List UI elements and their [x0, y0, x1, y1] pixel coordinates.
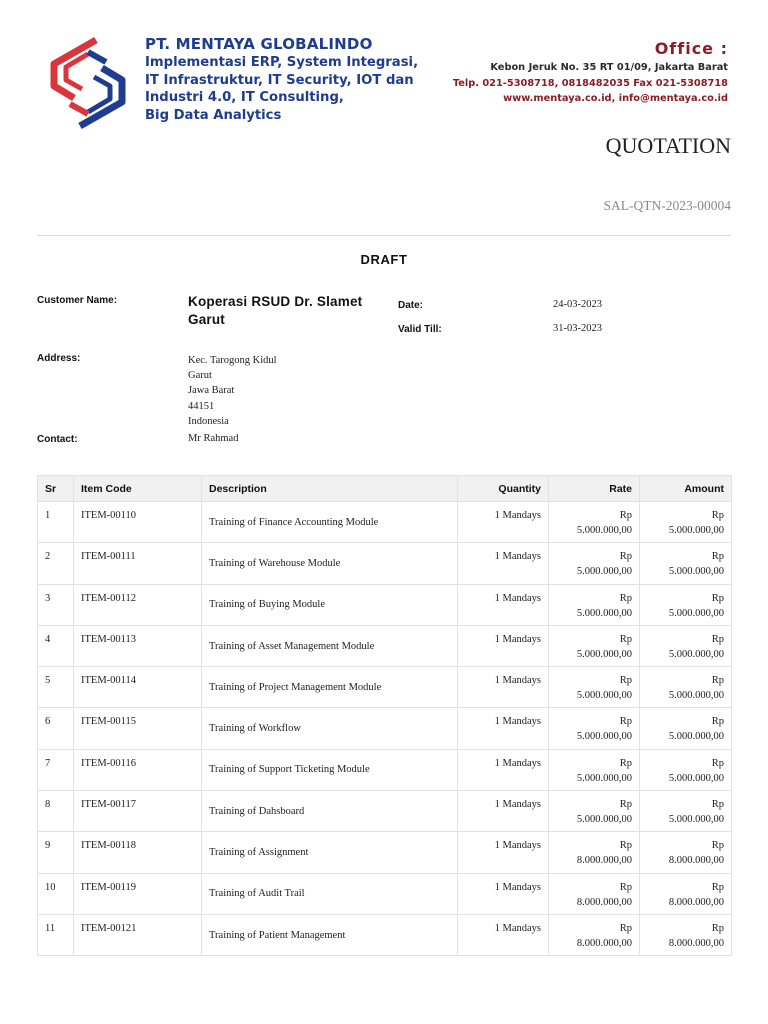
customer-name-label: Customer Name: — [37, 295, 118, 306]
row-sr: 8 — [38, 791, 74, 832]
row-description: Training of Buying Module — [202, 584, 458, 625]
amount-currency: Rp — [711, 922, 724, 934]
row-quantity: 1 Mandays — [458, 749, 549, 790]
rate-currency: Rp — [619, 592, 632, 604]
row-sr: 10 — [38, 873, 74, 914]
customer-name-line: Koperasi RSUD Dr. Slamet — [188, 294, 363, 309]
header-description: Description — [202, 476, 458, 502]
office-title: Office : — [654, 39, 728, 58]
rate-currency: Rp — [619, 551, 632, 563]
rate-value: 5.000.000,00 — [576, 731, 632, 743]
row-description: Training of Asset Management Module — [202, 625, 458, 666]
company-tagline-line: Industri 4.0, IT Consulting, — [145, 90, 344, 105]
rate-value: 5.000.000,00 — [576, 772, 632, 784]
row-amount — [640, 667, 732, 708]
amount-currency: Rp — [711, 510, 724, 521]
contact-value: Mr Rahmad — [188, 433, 239, 444]
row-item-code: ITEM-00119 — [74, 873, 202, 914]
row-description: Training of Warehouse Module — [202, 543, 458, 584]
table-row — [38, 543, 732, 584]
row-item-code: ITEM-00110 — [74, 502, 202, 543]
rate-currency: Rp — [619, 510, 632, 521]
row-item-code: ITEM-00117 — [74, 791, 202, 832]
row-quantity: 1 Mandays — [458, 708, 549, 749]
row-description: Training of Workflow — [202, 708, 458, 749]
table-header-row — [38, 476, 732, 502]
amount-value: 5.000.000,00 — [668, 772, 724, 784]
row-rate — [549, 667, 640, 708]
table-row — [38, 667, 732, 708]
address-line: 44151 — [188, 400, 215, 412]
row-quantity: 1 Mandays — [458, 625, 549, 666]
document-title: QUOTATION — [605, 133, 731, 158]
row-description: Training of Support Ticketing Module — [202, 749, 458, 790]
company-tagline-line: Implementasi ERP, System Integrasi, — [145, 55, 419, 70]
row-rate — [549, 791, 640, 832]
company-name: PT. MENTAYA GLOBALINDO — [145, 35, 373, 53]
row-quantity: 1 Mandays — [458, 584, 549, 625]
amount-value: 5.000.000,00 — [668, 525, 724, 536]
amount-currency: Rp — [711, 675, 724, 687]
company-tagline-line: IT Infrastruktur, IT Security, IOT dan — [145, 72, 414, 88]
row-description: Training of Audit Trail — [202, 873, 458, 914]
rate-currency: Rp — [619, 633, 632, 645]
contact-label: Contact: — [37, 434, 78, 445]
amount-value: 5.000.000,00 — [668, 690, 724, 702]
row-rate — [549, 584, 640, 625]
row-description: Training of Project Management Module — [202, 667, 458, 708]
row-description: Training of Dahsboard — [202, 791, 458, 832]
row-sr: 6 — [38, 708, 74, 749]
rate-currency: Rp — [619, 716, 632, 728]
office-address: Kebon Jeruk No. 35 RT 01/09, Jakarta Barat — [490, 62, 728, 73]
row-sr: 9 — [38, 832, 74, 873]
address-line: Jawa Barat — [188, 385, 235, 397]
office-web: www.mentaya.co.id, info@mentaya.co.id — [503, 93, 728, 104]
row-quantity: 1 Mandays — [458, 832, 549, 873]
company-tagline-line: Big Data Analytics — [145, 107, 282, 123]
row-item-code: ITEM-00114 — [74, 667, 202, 708]
rate-value: 5.000.000,00 — [576, 814, 632, 826]
row-item-code: ITEM-00115 — [74, 708, 202, 749]
table-row — [38, 625, 732, 666]
customer-name — [188, 293, 378, 328]
row-item-code: ITEM-00111 — [74, 543, 202, 584]
table-row — [38, 584, 732, 625]
row-sr: 2 — [38, 543, 74, 584]
row-item-code: ITEM-00112 — [74, 584, 202, 625]
row-rate — [549, 502, 640, 543]
amount-currency: Rp — [711, 716, 724, 728]
amount-value: 8.000.000,00 — [668, 896, 724, 908]
row-sr: 5 — [38, 667, 74, 708]
row-item-code: ITEM-00118 — [74, 832, 202, 873]
row-description: Training of Finance Accounting Module — [202, 502, 458, 543]
header-rate: Rate — [549, 476, 640, 502]
header-sr: Sr — [38, 476, 74, 502]
row-quantity: 1 Mandays — [458, 873, 549, 914]
row-rate — [549, 749, 640, 790]
rate-value: 5.000.000,00 — [576, 566, 632, 578]
row-sr: 1 — [38, 502, 74, 543]
row-quantity: 1 Mandays — [458, 791, 549, 832]
row-quantity: 1 Mandays — [458, 543, 549, 584]
address-line: Kec. Tarogong Kidul — [188, 355, 277, 366]
amount-value: 5.000.000,00 — [668, 814, 724, 826]
amount-value: 8.000.000,00 — [668, 855, 724, 867]
amount-value: 5.000.000,00 — [668, 566, 724, 578]
items-table — [37, 475, 732, 956]
row-amount — [640, 625, 732, 666]
amount-value: 5.000.000,00 — [668, 607, 724, 619]
row-sr: 7 — [38, 749, 74, 790]
divider — [37, 235, 731, 236]
table-row — [38, 791, 732, 832]
rate-value: 5.000.000,00 — [576, 648, 632, 660]
row-quantity: 1 Mandays — [458, 667, 549, 708]
row-amount — [640, 502, 732, 543]
amount-value: 8.000.000,00 — [668, 937, 724, 949]
amount-value: 5.000.000,00 — [668, 731, 724, 743]
table-row — [38, 708, 732, 749]
amount-currency: Rp — [711, 551, 724, 563]
header-amount: Amount — [640, 476, 732, 502]
office-phone: Telp. 021-5308718, 0818482035 Fax 021-5308718 — [452, 77, 728, 89]
rate-value: 5.000.000,00 — [576, 690, 632, 702]
row-rate — [549, 625, 640, 666]
row-sr: 11 — [38, 914, 74, 955]
row-rate — [549, 708, 640, 749]
amount-currency: Rp — [711, 757, 724, 769]
date-label: Date: — [398, 300, 424, 311]
rate-currency: Rp — [619, 799, 632, 811]
amount-value: 5.000.000,00 — [668, 648, 724, 660]
valid-till-value: 31-03-2023 — [553, 323, 602, 334]
rate-currency: Rp — [619, 840, 632, 852]
row-amount — [640, 708, 732, 749]
table-row — [38, 749, 732, 790]
table-row — [38, 873, 732, 914]
rate-currency: Rp — [619, 675, 632, 687]
rate-value: 8.000.000,00 — [576, 937, 632, 949]
row-rate — [549, 832, 640, 873]
row-description: Training of Assignment — [202, 832, 458, 873]
row-rate — [549, 914, 640, 955]
row-description: Training of Patient Management — [202, 914, 458, 955]
rate-currency: Rp — [619, 881, 632, 893]
row-amount — [640, 791, 732, 832]
header-quantity: Quantity — [458, 476, 549, 502]
company-info — [145, 34, 418, 124]
row-amount — [640, 832, 732, 873]
row-rate — [549, 873, 640, 914]
address-line: Garut — [188, 370, 212, 382]
row-rate — [549, 543, 640, 584]
rate-value: 5.000.000,00 — [576, 525, 632, 536]
table-row — [38, 832, 732, 873]
row-item-code: ITEM-00121 — [74, 914, 202, 955]
row-item-code: ITEM-00116 — [74, 749, 202, 790]
rate-value: 8.000.000,00 — [576, 855, 632, 867]
row-amount — [640, 914, 732, 955]
row-sr: 3 — [38, 584, 74, 625]
row-quantity: 1 Mandays — [458, 502, 549, 543]
customer-name-line: Garut — [188, 311, 226, 327]
row-quantity: 1 Mandays — [458, 914, 549, 955]
date-value: 24-03-2023 — [553, 299, 602, 310]
rate-currency: Rp — [619, 757, 632, 769]
rate-value: 5.000.000,00 — [576, 607, 632, 619]
row-amount — [640, 584, 732, 625]
row-amount — [640, 543, 732, 584]
row-item-code: ITEM-00113 — [74, 625, 202, 666]
row-amount — [640, 749, 732, 790]
table-row — [38, 502, 732, 543]
address-line: Indonesia — [188, 415, 229, 427]
status-label: DRAFT — [360, 252, 408, 267]
rate-currency: Rp — [619, 922, 632, 934]
company-logo — [40, 34, 136, 132]
table-row — [38, 914, 732, 955]
header-item-code: Item Code — [74, 476, 202, 502]
amount-currency: Rp — [711, 881, 724, 893]
document-number: SAL-QTN-2023-00004 — [603, 198, 731, 213]
office-info — [453, 38, 728, 107]
address-block — [188, 353, 277, 429]
amount-currency: Rp — [711, 840, 724, 852]
valid-till-label: Valid Till: — [398, 324, 442, 335]
amount-currency: Rp — [711, 799, 724, 811]
row-sr: 4 — [38, 625, 74, 666]
amount-currency: Rp — [711, 633, 724, 645]
rate-value: 8.000.000,00 — [576, 896, 632, 908]
amount-currency: Rp — [711, 592, 724, 604]
address-label: Address: — [37, 353, 81, 364]
row-amount — [640, 873, 732, 914]
